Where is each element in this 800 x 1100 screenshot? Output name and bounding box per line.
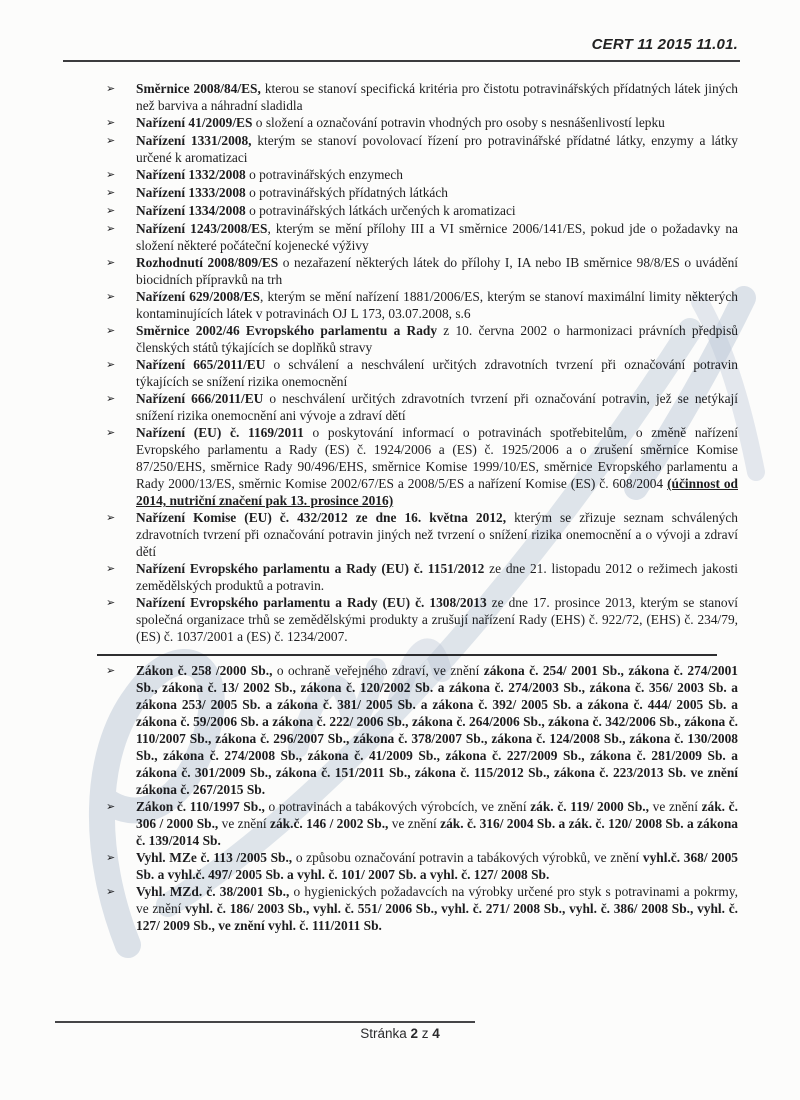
list-item	[106, 356, 738, 390]
arrow-bullet-icon: ➢	[106, 291, 116, 303]
list-item	[106, 424, 738, 509]
list-item-text: Rozhodnutí 2008/809/ES o nezařazení některých látek do přílohy I, IA nebo IB směrnice 98/8/ES o uvádění biocidních přípravků na trh	[136, 255, 738, 287]
list-item	[106, 80, 738, 114]
list-item	[106, 883, 738, 934]
list-item	[106, 390, 738, 424]
arrow-bullet-icon: ➢	[106, 885, 116, 898]
footer-rule	[55, 1021, 475, 1023]
list-item-text: Zákon č. 258 /2000 Sb., o ochraně veřejného zdraví, ve znění zákona č. 254/ 2001 Sb., zákona č. 274/2001 Sb., zákona č. 13/ 2002 Sb., zákona č. 120/2002 Sb. a zákona č. 274/2003 Sb., zákona č. 356/ 2003 Sb. a zákona 253/ 2005 Sb. a zákona č. 381/ 2005 Sb. a zákona č. 392/ 2005 Sb. a zákona č. 444/ 2005 Sb. a zákona č. 59/2006 Sb. a zákona č. 222/ 2006 Sb., zákona č. 264/2006 Sb., zákona č. 342/2006 Sb., zákona č. 110/2007 Sb., zákona č. 296/2007 Sb., zákona č. 378/2007 Sb., zákona č. 124/2008 Sb., zákona č. 130/2008 Sb., zákona č. 274/2008 Sb., zákona č. 41/2009 Sb., zákona č. 227/2009 Sb., zákona č. 281/2009 Sb. a zákona č. 301/2009 Sb., zákona č. 151/2011 Sb., zákona č. 115/2012 Sb., zákona č. 223/2013 Sb. ve znění zákona č. 267/2015 Sb.	[136, 662, 738, 797]
national-laws-group	[106, 662, 738, 934]
footer-of-label: z	[421, 1026, 429, 1041]
list-item	[106, 254, 738, 288]
footer-current-page: 2	[410, 1026, 418, 1041]
list-item	[106, 594, 738, 645]
list-item-text: Směrnice 2008/84/ES, kterou se stanoví specifická kritéria pro čistotu potravinářských přídatných látek jiných než barviva a náhradní sladidla	[136, 81, 739, 113]
footer-total-pages: 4	[432, 1026, 440, 1041]
list-item	[106, 662, 738, 798]
group-separator-rule	[97, 654, 717, 656]
arrow-bullet-icon: ➢	[106, 800, 116, 813]
list-item-text: Nařízení 666/2011/EU o neschválení určitých zdravotních tvrzení při označování potravin, jež se netýkají snížení rizika onemocnění ani vývoje a zdraví dětí	[136, 391, 738, 423]
arrow-bullet-icon: ➢	[106, 169, 116, 181]
list-item-text: Vyhl. MZd. č. 38/2001 Sb., o hygienických požadavcích na výrobky určené pro styk s potravinami a pokrmy, ve znění vyhl. č. 186/ 2003 Sb., vyhl. č. 551/ 2006 Sb., vyhl. č. 271/ 2008 Sb., vyhl. č. 386/ 2008 Sb., vyhl. č. 127/ 2009 Sb., ve znění vyhl. č. 111/2011 Sb.	[136, 883, 738, 933]
arrow-bullet-icon: ➢	[106, 135, 116, 147]
list-item-text: Zákon č. 110/1997 Sb., o potravinách a tabákových výrobcích, ve znění zák. č. 119/ 2000 Sb., ve znění zák. č. 306 / 2000 Sb., ve znění zák.č. 146 / 2002 Sb., ve znění zák. č. 316/ 2004 Sb. a zák. č. 120/ 2008 Sb. a zákona č. 139/2014 Sb.	[136, 798, 738, 848]
list-item-text: Nařízení 665/2011/EU o schválení a neschválení určitých zdravotních tvrzení při označování potravin týkajících se snížení rizika onemocnění	[136, 357, 738, 389]
arrow-bullet-icon: ➢	[106, 597, 116, 609]
arrow-bullet-icon: ➢	[106, 325, 116, 337]
arrow-bullet-icon: ➢	[106, 851, 116, 864]
list-item-text: Nařízení Evropského parlamentu a Rady (EU) č. 1308/2013 ze dne 17. prosince 2013, kterým se stanoví společná organizace trhů se zemědělskými produkty a zrušují nařízení Rady (EHS) č. 922/72, (EHS) č. 234/79, (ES) č. 1037/2001 a (ES) č. 1234/2007.	[136, 595, 739, 644]
arrow-bullet-icon: ➢	[106, 117, 116, 129]
list-item-text: Nařízení 629/2008/ES, kterým se mění nařízení 1881/2006/ES, kterým se stanoví maximální limity některých kontaminujících látek v potravinách OJ L 173, 03.07.2008, s.6	[136, 289, 738, 321]
regulation-list	[106, 80, 738, 934]
list-item-text: Nařízení 1333/2008 o potravinářských přídatných látkách	[136, 185, 448, 200]
arrow-bullet-icon: ➢	[106, 257, 116, 269]
arrow-bullet-icon: ➢	[106, 223, 116, 235]
eu-regulations-group	[106, 80, 738, 645]
arrow-bullet-icon: ➢	[106, 83, 116, 95]
arrow-bullet-icon: ➢	[106, 187, 116, 199]
list-item-text: Nařízení 1331/2008, kterým se stanoví povolovací řízení pro potravinářské přídatné látky, enzymy a látky určené k aromatizaci	[136, 133, 738, 165]
list-item	[106, 114, 738, 132]
list-item-text: Směrnice 2002/46 Evropského parlamentu a Rady z 10. června 2002 o harmonizaci právních předpisů členských států týkajících se doplňků stravy	[136, 323, 738, 355]
list-item-text: Nařízení 1332/2008 o potravinářských enzymech	[136, 167, 403, 182]
list-item-text: Nařízení Komise (EU) č. 432/2012 ze dne 16. května 2012, kterým se zřizuje seznam schválených zdravotních tvrzení při označování potravin jiných než tvrzení o snížení rizika onemocnění a o vývoji a zdraví dětí	[136, 510, 738, 559]
arrow-bullet-icon: ➢	[106, 563, 116, 575]
list-item-text: Nařízení Evropského parlamentu a Rady (EU) č. 1151/2012 ze dne 21. listopadu 2012 o režimech jakosti zemědělských produktů a potravin.	[136, 561, 738, 593]
list-item	[106, 560, 738, 594]
header-rule	[63, 60, 740, 62]
list-item-text: Nařízení 1334/2008 o potravinářských látkách určených k aromatizaci	[136, 203, 516, 218]
list-item	[106, 220, 738, 254]
page-number-footer	[0, 1026, 800, 1041]
list-item	[106, 509, 738, 560]
list-item-text: Vyhl. MZe č. 113 /2005 Sb., o způsobu označování potravin a tabákových výrobků, ve znění vyhl.č. 368/ 2005 Sb. a vyhl.č. 497/ 2005 Sb. a vyhl. č. 101/ 2007 Sb. a vyhl. č. 127/ 2008 Sb.	[136, 849, 738, 882]
list-item-text: Nařízení (EU) č. 1169/2011 o poskytování informací o potravinách spotřebitelům, o změně nařízení Evropského parlamentu a Rady (ES) č. 1924/2006 a (ES) č. 1925/2006 a o zrušení směrnice Komise 87/250/EHS, směrnice Rady 90/496/EHS, směrnice Komise 1999/10/ES, směrnice Evropského parlamentu a Rady 2000/13/ES, směrnic Komise 2002/67/ES a 2008/5/ES a nařízení Komise (ES) č. 608/2004 (účinnost od 2014, nutriční značení pak 13. prosince 2016)	[136, 425, 738, 508]
list-item	[106, 166, 738, 184]
list-item	[106, 202, 738, 220]
footer-label: Stránka	[360, 1026, 407, 1041]
list-item-text: Nařízení 41/2009/ES o složení a označování potravin vhodných pro osoby s nesnášenlivostí lepku	[136, 115, 665, 130]
arrow-bullet-icon: ➢	[106, 512, 116, 524]
list-item	[106, 798, 738, 849]
list-item	[106, 322, 738, 356]
arrow-bullet-icon: ➢	[106, 359, 116, 371]
list-item	[106, 849, 738, 883]
arrow-bullet-icon: ➢	[106, 427, 116, 439]
list-item	[106, 288, 738, 322]
header-doc-code: CERT 11 2015 11.01.	[591, 36, 738, 53]
arrow-bullet-icon: ➢	[106, 205, 116, 217]
list-item-text: Nařízení 1243/2008/ES, kterým se mění přílohy III a VI směrnice 2006/141/ES, pokud jde o požadavky na složení některé počáteční kojenecké výživy	[136, 221, 738, 253]
list-item	[106, 132, 738, 166]
list-item	[106, 184, 738, 202]
arrow-bullet-icon: ➢	[106, 664, 116, 677]
arrow-bullet-icon: ➢	[106, 393, 116, 405]
